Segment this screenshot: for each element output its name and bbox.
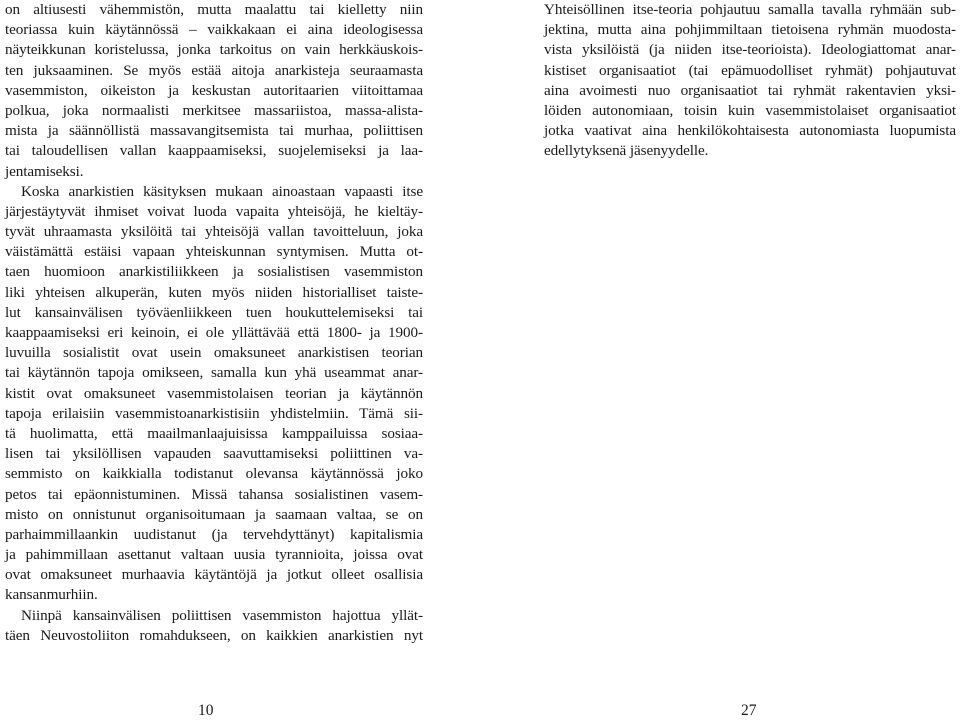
text-line: lisen tai yksilöllisen vapauden saavuttamiseksi poliittinen va- — [5, 445, 423, 463]
text-line: lut kansainvälisen työväenliikkeen tuen houkuttelemiseksi tai — [5, 303, 423, 321]
text-line: järjestäytyvät ihmiset voivat luoda vapaita yhteisöjä, he kieltäy- — [5, 202, 423, 220]
text-line: Niinpä kansainvälisen poliittisen vasemmiston hajottua yllät- — [21, 606, 423, 624]
text-line: ovat omaksuneet murhaavia käytäntöjä ja jotkut olleet osallisia — [5, 566, 423, 584]
text-line: semmisto on kaikkialla todistanut olevansa käytännössä joko — [5, 465, 423, 483]
text-line: mista ja säännöllistä massavangitsemista tai murhaa, poliittisen — [5, 122, 423, 140]
text-line: tyvät uhraamasta yksilöitä tai yhteisöjä vallan tavoitteluun, joka — [5, 223, 423, 241]
text-line: täen Neuvostoliiton romahdukseen, on kaikkien anarkistien nyt — [5, 626, 423, 644]
right-page-text — [544, 0, 956, 162]
text-line: luvuilla sosialistit ovat usein omaksuneet anarkistisen teorian — [5, 344, 423, 362]
text-line: aina avoimesti nuo organisaatiot tai ryhmät rakentavien yksi- — [544, 81, 956, 99]
left-page-number: 10 — [198, 702, 214, 719]
left-page-text — [5, 0, 423, 646]
paragraph — [544, 0, 956, 162]
text-line: ten juksaaminen. Se myös estää aitoja anarkisteja seuraamasta — [5, 61, 423, 79]
text-line: näyteikkunan koristelussa, jonka tarkoitus on vain herkkäuskois- — [5, 41, 423, 59]
text-line: misto on onnistunut organisoitumaan ja saamaan valtaa, se on — [5, 505, 423, 523]
paragraph — [5, 606, 423, 646]
text-line: tai käytännön tapoja omikseen, samalla kun yhä useammat anar- — [5, 364, 423, 382]
text-line: vista yksilöistä (ja niiden itse-teorioista). Ideologiattomat anar- — [544, 41, 956, 59]
text-line: tapoja erilaisiin vasemmistoanarkistisiin yhdistelmiin. Tämä sii- — [5, 404, 423, 422]
right-page-number: 27 — [741, 702, 757, 719]
text-line: jentamiseksi. — [5, 162, 84, 180]
text-line: väistämättä estäisi vapaan yhteiskunnan syntymisen. Mutta ot- — [5, 243, 423, 261]
text-line: kansanmurhiin. — [5, 586, 98, 604]
text-line: Koska anarkistien käsityksen mukaan ainoastaan vapaasti itse — [21, 182, 423, 200]
text-line: polkua, joka normaalisti merkitsee massariistoa, massa-alista- — [5, 101, 423, 119]
text-line: taen huomioon anarkistiliikkeen ja sosialistisen vasemmiston — [5, 263, 423, 281]
text-line: petos tai epäonnistuminen. Missä tahansa sosialistinen vasem- — [5, 485, 423, 503]
paragraph — [5, 0, 423, 182]
text-line: jotka vaativat aina henkilökohtaisesta autonomiasta luopumista — [544, 122, 956, 140]
text-line: kaappaamiseksi eri keinoin, ei ole yllättävää että 1800- ja 1900- — [5, 324, 423, 341]
text-line: kistiset organisaatiot (tai epämuodolliset ryhmät) pohjautuvat — [544, 61, 956, 79]
text-line: teoriassa kuin käytännössä – vaikkakaan ei aina ideologisessa — [5, 21, 423, 39]
text-line: parhaimmillaankin uudistanut (ja tervehdyttänyt) kapitalismia — [5, 525, 423, 543]
text-line: liki yhteisen alkuperän, kuten myös niiden historialliset taiste- — [5, 283, 423, 301]
text-line: löiden autonomiaan, toisin kuin vasemmistolaiset organisaatiot — [544, 101, 956, 119]
text-line: tai taloudellisen vallan kaappaamiseksi, suojelemiseksi ja laa- — [5, 142, 423, 160]
text-line: ja pahimmillaan asettanut valtaan uusia tyrannioita, joissa ovat — [5, 546, 423, 564]
text-line: kistit ovat omaksuneet vasemmistolaisen teorian ja käytännön — [5, 384, 423, 402]
paragraph — [5, 182, 423, 606]
text-line: on altiusesti vähemmistön, mutta maalattu tai kielletty niin — [5, 1, 423, 18]
text-line: vasemmiston, oikeiston ja keskustan autoritaarien viitoittamaa — [5, 81, 423, 99]
text-line: tä huolimatta, että maailmanlaajuisissa kamppailuissa sosiaa- — [5, 424, 423, 442]
text-line: edellytyksenä jäsenyydelle. — [544, 142, 709, 160]
text-line: Yhteisöllinen itse-teoria pohjautuu samalla tavalla ryhmään sub- — [544, 1, 956, 18]
text-line: jektina, mutta aina pohjimmiltaan tietoisena ryhmän muodosta- — [544, 21, 956, 39]
